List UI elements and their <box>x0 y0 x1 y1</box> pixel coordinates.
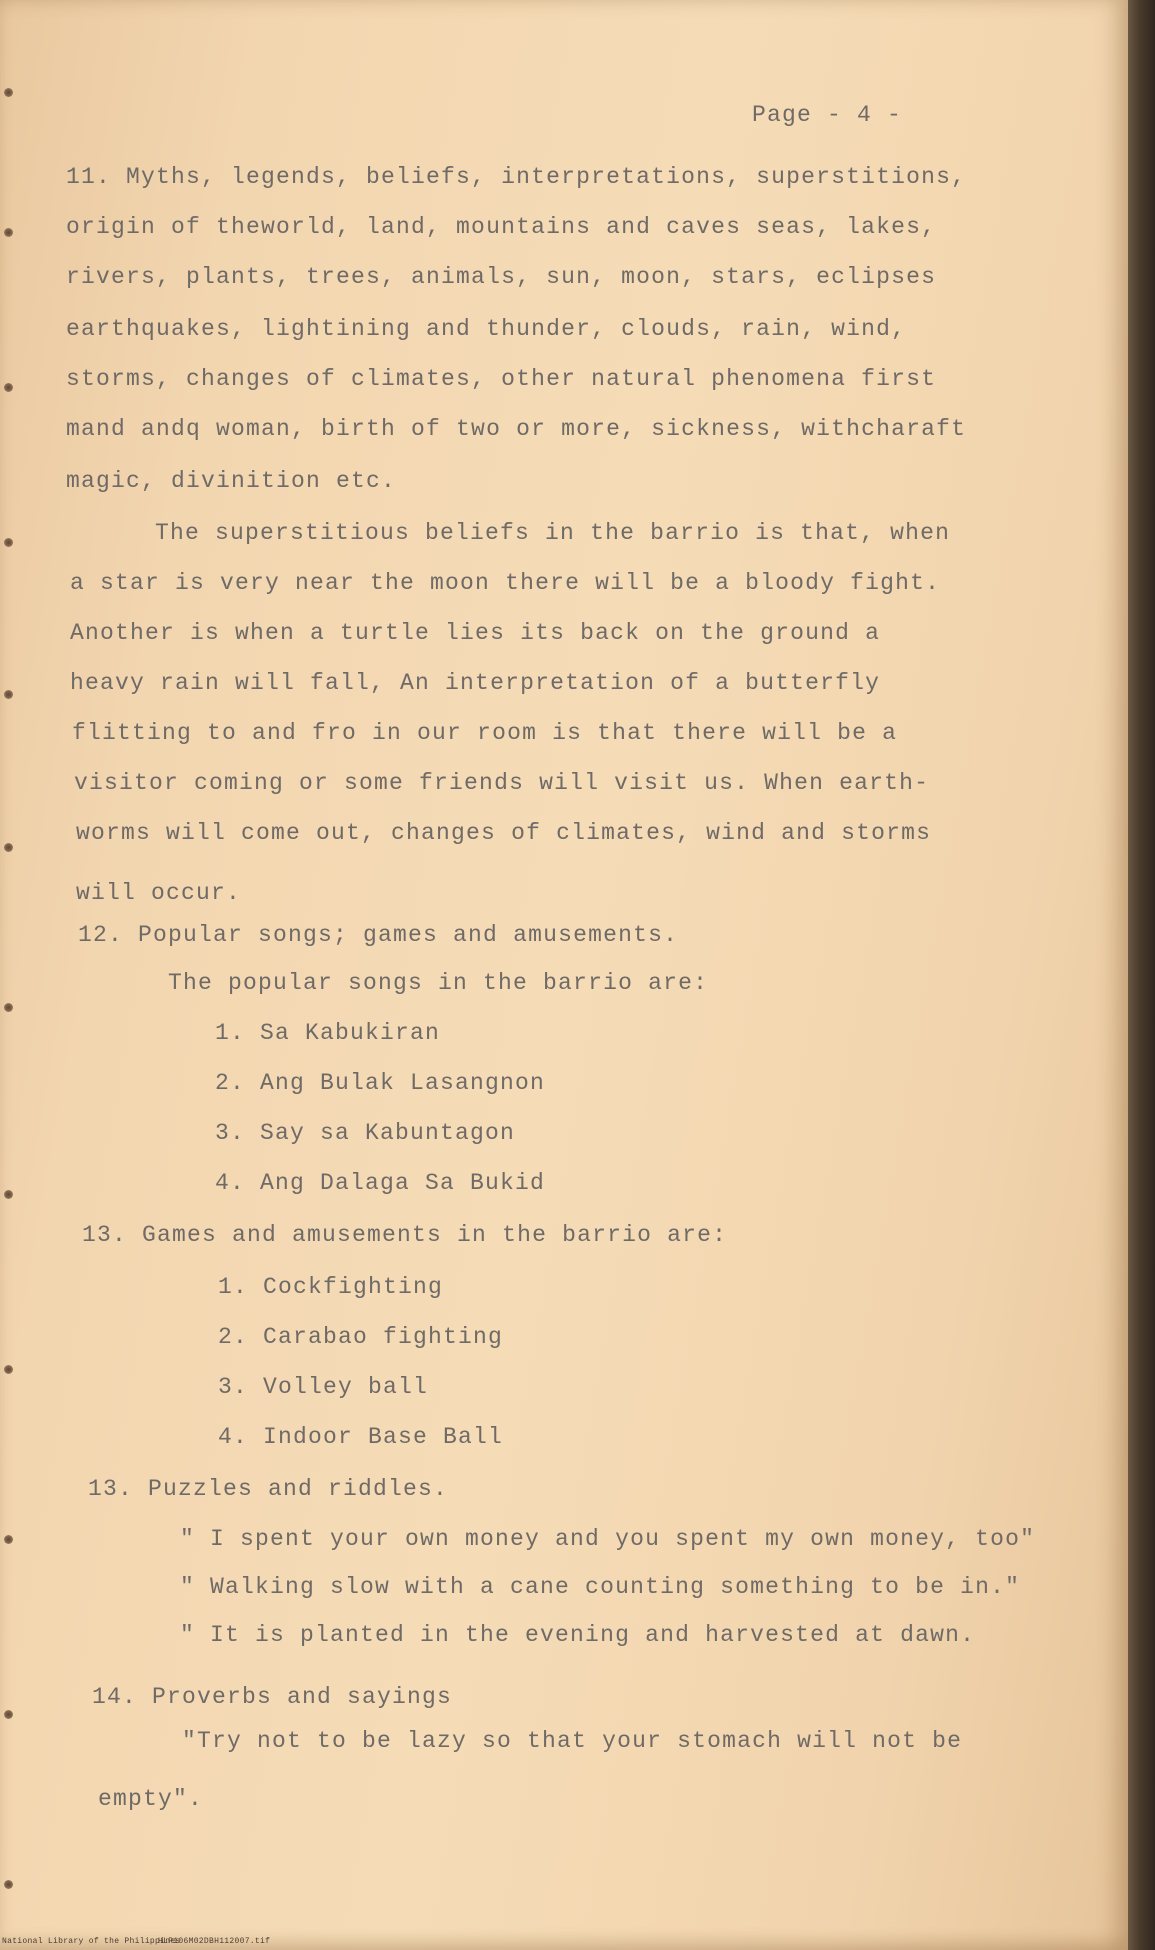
superstition-paragraph-line: a star is very near the moon there will be a bloody fight. <box>70 570 941 596</box>
binding-hole <box>4 1190 13 1199</box>
binding-holes <box>2 0 18 1950</box>
game-item: 2. Carabao fighting <box>218 1324 504 1350</box>
game-item: 3. Volley ball <box>218 1374 429 1400</box>
section-11-line: 11. Myths, legends, beliefs, interpretations, superstitions, <box>66 164 967 190</box>
binding-hole <box>4 843 13 852</box>
song-item: 4. Ang Dalaga Sa Bukid <box>215 1170 546 1196</box>
page-number: Page - 4 - <box>752 102 903 128</box>
riddle-line: " I spent your own money and you spent my own money, too" <box>180 1526 1036 1552</box>
section-11-line: magic, divinition etc. <box>66 468 397 494</box>
binding-hole <box>4 690 13 699</box>
riddle-line: " Walking slow with a cane counting something to be in." <box>180 1574 1021 1600</box>
binding-hole <box>4 1003 13 1012</box>
proverb-line: empty". <box>98 1786 204 1812</box>
proverb-line: "Try not to be lazy so that your stomach will not be <box>182 1728 963 1754</box>
song-item: 1. Sa Kabukiran <box>215 1020 441 1046</box>
binding-hole <box>4 383 13 392</box>
section-13-games-heading: 13. Games and amusements in the barrio are: <box>82 1222 728 1248</box>
superstition-paragraph-line: visitor coming or some friends will visit us. When earth- <box>74 770 930 796</box>
superstition-paragraph-line: Another is when a turtle lies its back on the ground a <box>70 620 881 646</box>
song-item: 3. Say sa Kabuntagon <box>215 1120 516 1146</box>
binding-hole <box>4 1535 13 1544</box>
section-11-line: origin of theworld, land, mountains and caves seas, lakes, <box>66 214 937 240</box>
binding-hole <box>4 538 13 547</box>
binding-hole <box>4 1365 13 1374</box>
superstition-paragraph-line: The superstitious beliefs in the barrio is that, when <box>155 520 951 546</box>
archive-source: National Library of the Philippines <box>2 1937 181 1946</box>
game-item: 4. Indoor Base Ball <box>218 1424 504 1450</box>
section-11-line: rivers, plants, trees, animals, sun, moon, stars, eclipses <box>66 264 937 290</box>
section-12-heading: 12. Popular songs; games and amusements. <box>78 922 679 948</box>
song-item: 2. Ang Bulak Lasangnon <box>215 1070 546 1096</box>
book-spine <box>1128 0 1155 1950</box>
riddle-line: " It is planted in the evening and harvested at dawn. <box>180 1622 976 1648</box>
section-11-line: storms, changes of climates, other natural phenomena first <box>66 366 937 392</box>
binding-hole <box>4 88 13 97</box>
section-13-puzzles-heading: 13. Puzzles and riddles. <box>88 1476 449 1502</box>
game-item: 1. Cockfighting <box>218 1274 444 1300</box>
superstition-paragraph-line: heavy rain will fall, An interpretation of a butterfly <box>70 670 881 696</box>
songs-intro: The popular songs in the barrio are: <box>168 970 709 996</box>
archive-filename: HLP106M02DBH112007.tif <box>158 1937 271 1946</box>
binding-hole <box>4 228 13 237</box>
superstition-paragraph-line: worms will come out, changes of climates, wind and storms <box>76 820 932 846</box>
binding-hole <box>4 1710 13 1719</box>
superstition-paragraph-line: will occur. <box>76 880 242 906</box>
binding-hole <box>4 1880 13 1889</box>
superstition-paragraph-line: flitting to and fro in our room is that there will be a <box>72 720 898 746</box>
section-11-line: earthquakes, lightining and thunder, clouds, rain, wind, <box>66 316 907 342</box>
section-11-line: mand andq woman, birth of two or more, sickness, withcharaft <box>66 416 967 442</box>
section-14-heading: 14. Proverbs and sayings <box>92 1684 453 1710</box>
